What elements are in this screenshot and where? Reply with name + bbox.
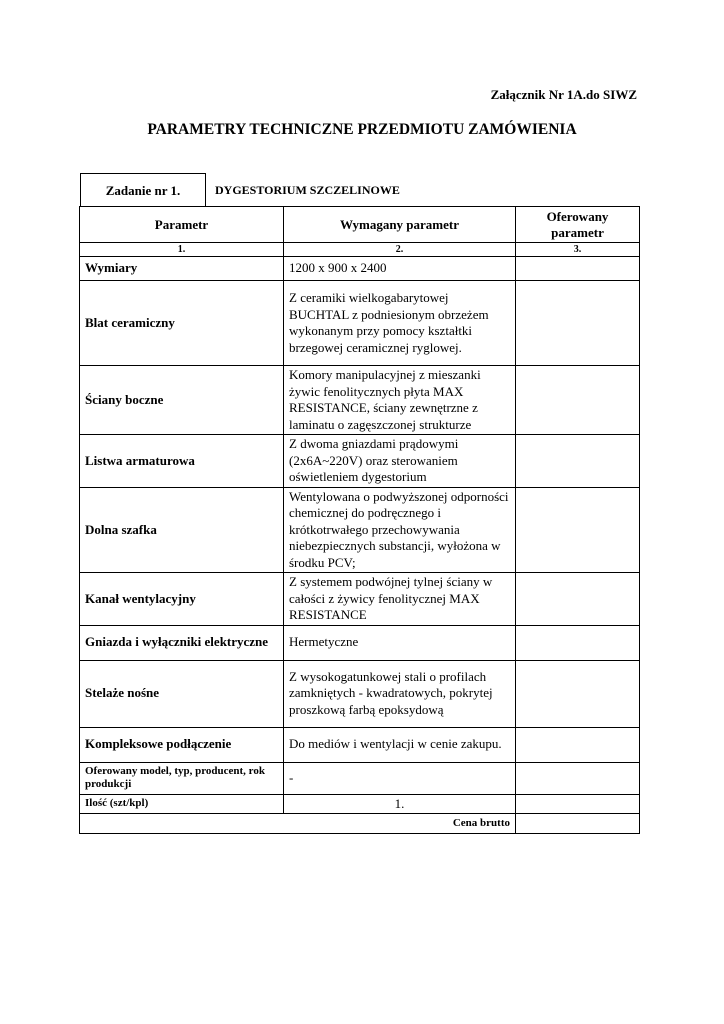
param-offered-cell[interactable] <box>516 487 640 573</box>
param-required: Do mediów i wentylacji w cenie zakupu. <box>284 727 516 762</box>
page-title: PARAMETRY TECHNICZNE PRZEDMIOTU ZAMÓWIENIA <box>147 121 577 138</box>
param-name: Kompleksowe podłączenie <box>80 727 284 762</box>
param-required: Z systemem podwójnej tylnej ściany w całości z żywicy fenolitycznej MAX RESISTANCE <box>284 573 516 626</box>
param-name: Wymiary <box>80 257 284 281</box>
column-number: 2. <box>284 243 516 257</box>
param-name: Stelaże nośne <box>80 660 284 727</box>
column-number: 1. <box>80 243 284 257</box>
price-input-cell[interactable] <box>516 814 640 834</box>
table-row <box>80 625 640 660</box>
table-row <box>80 257 640 281</box>
column-number-row <box>80 243 640 257</box>
table-row <box>80 660 640 727</box>
param-required: Hermetyczne <box>284 625 516 660</box>
model-label: Oferowany model, typ, producent, rok produkcji <box>80 762 284 794</box>
header-oferowany-parametr: Oferowany parametr <box>516 207 640 243</box>
annex-label: Załącznik Nr 1A.do SIWZ <box>490 87 637 102</box>
model-row <box>80 762 640 794</box>
param-required: Z ceramiki wielkogabarytowej BUCHTAL z podniesionym obrzeżem wykonanym przy pomocy kształtki brzegowej ceramicznej ryglowej. <box>284 281 516 366</box>
param-name: Listwa armaturowa <box>80 435 284 488</box>
param-required: 1200 x 900 x 2400 <box>284 257 516 281</box>
table-row <box>80 727 640 762</box>
param-required: Komory manipulacyjnej z mieszanki żywic fenolitycznych płyta MAX RESISTANCE, ściany zewnętrzne z laminatu o zagęszczonej strukturze <box>284 366 516 435</box>
param-required: Z dwoma gniazdami prądowymi (2x6A~220V) oraz sterowaniem oświetleniem dygestorium <box>284 435 516 488</box>
table-row <box>80 573 640 626</box>
param-offered-cell[interactable] <box>516 281 640 366</box>
quantity-row <box>80 794 640 814</box>
param-required: Wentylowana o podwyższonej odporności chemicznej do podręcznego i krótkotrwałego przechowywania niebezpiecznych substancji, wyłożona w środku PCV; <box>284 487 516 573</box>
quantity-label: Ilość (szt/kpl) <box>80 794 284 814</box>
price-label: Cena brutto <box>80 814 516 834</box>
table-row <box>80 281 640 366</box>
param-name: Kanał wentylacyjny <box>80 573 284 626</box>
quantity-value: 1. <box>284 794 516 814</box>
param-required: Z wysokogatunkowej stali o profilach zamkniętych - kwadratowych, pokrytej proszkową farbą epoksydową <box>284 660 516 727</box>
table-row <box>80 366 640 435</box>
table-row <box>80 435 640 488</box>
table-row <box>80 487 640 573</box>
param-offered-cell[interactable] <box>516 625 640 660</box>
param-offered-cell[interactable] <box>516 366 640 435</box>
table-header-row <box>80 207 640 243</box>
parameters-table <box>79 206 640 834</box>
model-required: - <box>284 762 516 794</box>
param-offered-cell[interactable] <box>516 435 640 488</box>
task-name: DYGESTORIUM SZCZELINOWE <box>215 183 400 197</box>
param-name: Gniazda i wyłączniki elektryczne <box>80 625 284 660</box>
task-label: Zadanie nr 1. <box>80 173 206 207</box>
header-parametr: Parametr <box>80 207 284 243</box>
param-offered-cell[interactable] <box>516 573 640 626</box>
column-number: 3. <box>516 243 640 257</box>
quantity-offered-cell[interactable] <box>516 794 640 814</box>
param-name: Ściany boczne <box>80 366 284 435</box>
price-row <box>80 814 640 834</box>
param-offered-cell[interactable] <box>516 727 640 762</box>
param-name: Blat ceramiczny <box>80 281 284 366</box>
model-offered-cell[interactable] <box>516 762 640 794</box>
header-wymagany-parametr: Wymagany parametr <box>284 207 516 243</box>
param-offered-cell[interactable] <box>516 257 640 281</box>
param-name: Dolna szafka <box>80 487 284 573</box>
param-offered-cell[interactable] <box>516 660 640 727</box>
